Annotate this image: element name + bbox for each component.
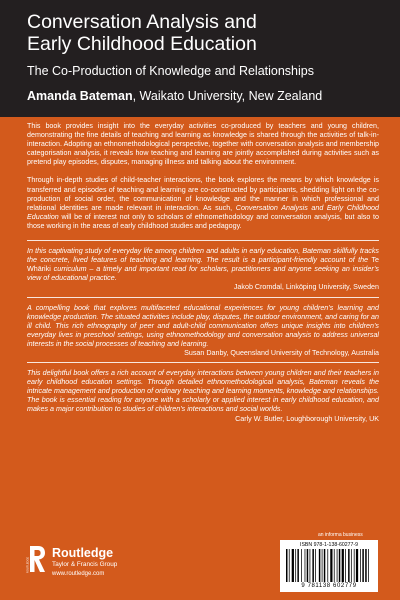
endorsement-1-curriculum: Te Whāriki (27, 256, 379, 274)
title-line-1: Conversation Analysis and (27, 11, 257, 33)
publisher-name: Routledge (52, 546, 114, 560)
blurb-paragraph-2-text-b: will be of interest not only to scholars of ethnomethodology and conversation analysis, but also to those working in the areas of early childhood studies and pedagogy. (27, 212, 379, 230)
divider-rule (27, 362, 379, 363)
blurb-book-title-italic: Conversation Analysis and Early Childhood Education (27, 203, 379, 221)
endorsement-1-attribution: Jakob Cromdal, Linköping University, Sweden (233, 283, 379, 292)
divider-rule (27, 240, 379, 241)
publisher-url: www.routledge.com (52, 571, 105, 577)
endorsement-1-text-c: curriculum – a timely and important read for scholars, practitioners and anyone seeking an insider’s view of educational practice. (27, 265, 379, 283)
informa-label: an informa business (318, 532, 363, 538)
endorsement-2-attribution: Susan Danby, Queensland University of Technology, Australia (184, 348, 379, 357)
endorsement-quote-2: A compelling book that explores multifaceted educational experiences for young children’s learning and knowledge production. The situated activities include play, disputes, the outdoor environment, and caring for an ill child. This rich ethnography of peer and adult-child communication offers unique insights into children’s everyday lives in preschool settings, using ethnomethodology and conversation analysis to address universal interests in the social processes of teaching and learning. (27, 303, 379, 348)
publisher-logo (27, 544, 167, 584)
author-affiliation: , Waikato University, New Zealand (132, 89, 323, 103)
blurb-paragraph-1: This book provides insight into the everyday activities co-produced by teachers and young children, demonstrating the fine details of teaching and learning as knowledge is shared through the activities of talk-in-interaction. Adopting an ethnomethodological perspective, together with conversation analysis and membership categorisation analysis, it reveals how teaching and learning are jointly accomplished during activities such as pretend play episodes, disputes, managing illness and talking about the environment. (27, 122, 379, 167)
endorsement-1-text-a: In this captivating study of everyday life among children and adults in early education, Bateman skillfully tracks the concrete, lived features of teaching and learning. The result is a participant-friendly account of the (27, 247, 379, 265)
barcode-bars (286, 549, 372, 582)
endorsement-quote-3: This delightful book offers a rich account of everyday interactions between young children and their teachers in early childhood education settings. Through detailed ethnomethodological analysis, Bateman reveals the intricate management and production of ordinary teaching and learning moments, knowledge and relationships. The book is essential reading for anyone with a scholarly or applied interest in early childhood education, and makes a major contribution to studies of children’s interactions and social worlds. (27, 369, 379, 414)
blurb-paragraph-2 (27, 176, 379, 231)
routledge-r-icon (27, 544, 47, 574)
title-line-2: Early Childhood Education (27, 33, 257, 55)
author-name: Amanda Bateman (27, 89, 133, 103)
book-title (27, 11, 377, 55)
divider-rule (27, 297, 379, 298)
isbn-barcode (280, 540, 378, 592)
isbn-text: ISBN 978-1-138-60277-9 (300, 542, 358, 548)
book-subtitle: The Co-Production of Knowledge and Relationships (27, 64, 314, 78)
barcode-digits: 9 781138 602779 (301, 583, 357, 589)
author-line (27, 89, 377, 104)
endorsement-3-attribution: Carly W. Butler, Loughborough University, UK (235, 414, 379, 423)
routledge-vertical-label: ROUTLEDGE (26, 556, 30, 573)
blurb-body (27, 122, 379, 424)
cover-header (0, 0, 400, 117)
endorsement-quote-1 (27, 247, 379, 283)
publisher-group: Taylor & Francis Group (52, 561, 118, 568)
blurb-paragraph-2-text-a: Through in-depth studies of child-teacher interactions, the book explores the means by which knowledge is transferred and episodes of teaching and learning are co-constructed by participants, shedding light on the co-production of social order, the communication of knowledge and the manner in which professional and relational identities are made relevant in interaction. As such, (27, 176, 379, 212)
